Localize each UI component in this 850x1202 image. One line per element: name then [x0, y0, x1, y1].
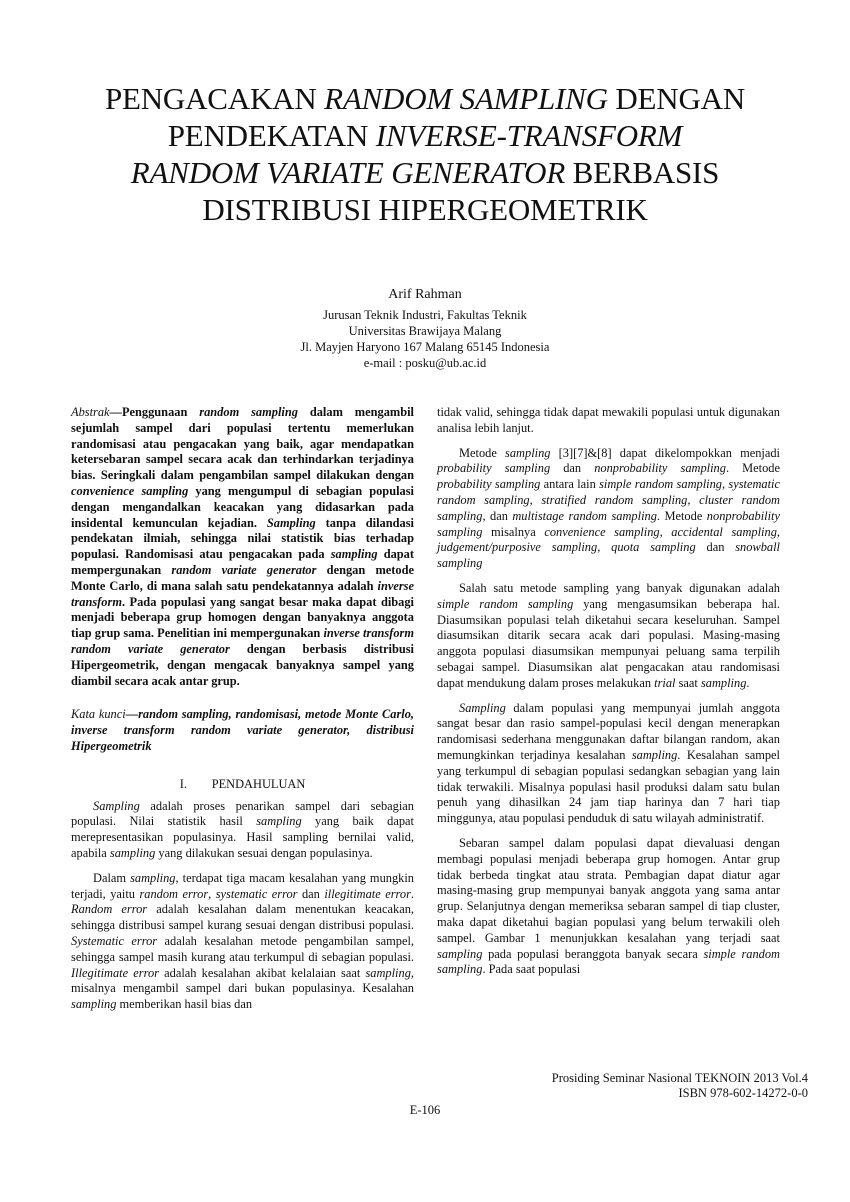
paragraph	[437, 446, 780, 572]
title-part: PENGACAKAN	[104, 81, 325, 116]
paragraph	[437, 701, 780, 827]
para-text: nonprobability sampling	[594, 461, 726, 476]
left-column	[71, 405, 414, 1022]
paragraph	[71, 799, 414, 862]
para-text: . Kesalahan sampel yang terkumpul di sebagian populasi sedangkan sebagian yang lain tidak terwakili. Misalnya populasi hasil produksi dalam satu bulan penuh yang dihasilkan 24 jam tiap harinya dan 7 hari tiap minggunya, atau populasi penduduk di satu wilayah administratif.	[437, 747, 780, 826]
para-text: , terdapat tiga macam kesalahan yang mungkin terjadi, yaitu	[71, 870, 414, 901]
para-text: memberikan hasil bias dan	[116, 997, 253, 1012]
paragraph	[437, 836, 780, 978]
author-affiliation	[0, 307, 850, 371]
abstract	[71, 405, 414, 689]
para-text: , dan	[482, 508, 513, 523]
para-text: sampling	[505, 445, 551, 460]
para-text: probability sampling	[437, 477, 541, 492]
abstract-text: yang mengumpul di sebagian populasi dengan mengandalkan keacakan yang didasarkan pada insidental kemunculan kejadian.	[71, 483, 414, 530]
title-part: DISTRIBUSI HIPERGEOMETRIK	[202, 192, 648, 227]
abstract-text: inverse transform	[71, 578, 414, 609]
para-text: sampling	[437, 946, 483, 961]
isbn: ISBN 978-602-14272-0-0	[678, 1086, 808, 1100]
abstract-text: Sampling	[266, 515, 316, 530]
para-text: dan	[695, 540, 736, 555]
para-text: convenience sampling, accidental sampling, judgement/purposive sampling, quota sampling	[437, 524, 780, 555]
para-text: multistage random sampling	[512, 508, 657, 523]
para-text: illegitimate error	[324, 886, 411, 901]
para-text: dan	[297, 886, 325, 901]
para-text: Random error	[71, 902, 148, 917]
affiliation-dept: Jurusan Teknik Industri, Fakultas Teknik	[323, 308, 527, 322]
para-text: sampling	[109, 845, 156, 860]
title-part: RANDOM SAMPLING	[324, 81, 608, 116]
abstract-text: sampling	[330, 547, 378, 562]
para-text: [3][7]&[8] dapat dikelompokkan menjadi	[550, 445, 780, 460]
paragraph: tidak valid, sehingga tidak dapat mewakili populasi untuk digunakan analisa lebih lanjut.	[437, 405, 780, 435]
page-number: E-106	[409, 1103, 441, 1117]
abstract-text: random variate generator	[171, 562, 317, 577]
para-text: adalah kesalahan akibat kelalaian saat	[159, 965, 366, 980]
para-text: systematic error	[215, 886, 298, 901]
author-email: e-mail : posku@ub.ac.id	[363, 356, 487, 370]
para-text: simple random sampling	[437, 596, 574, 611]
para-text: sampling	[365, 965, 411, 980]
para-text: Sebaran sampel dalam populasi dapat dievaluasi dengan membagi populasi menjadi beberapa grup homogen. Antar grup tidak berbeda tingkat atau strata. Pembagian dapat diatur agar masing-masing grup mempunyai banyak anggota yang sama antar grup. Selanjutnya dengan memeriksa sebaran sampel di tiap cluster, maka dapat diketahui bagian populasi yang belum terwakili oleh sampel. Gambar 1 menunjukkan kesalahan yang terjadi saat	[437, 835, 780, 945]
para-text: , misalnya mengambil sampel dari bukan populasinya. Kesalahan	[71, 965, 414, 996]
para-text: adalah proses penarikan sampel dari sebagian populasi. Nilai statistik hasil	[71, 798, 414, 829]
abstract-text: inverse transform random variate generator	[71, 626, 415, 656]
affiliation-university: Universitas Brawijaya Malang	[348, 324, 502, 338]
para-text: Metode	[459, 445, 506, 460]
para-text: sampling	[700, 675, 747, 690]
affiliation-address: Jl. Mayjen Haryono 167 Malang 65145 Indonesia	[300, 340, 550, 354]
para-text: .	[746, 675, 750, 690]
para-text: snowball sampling	[437, 540, 780, 571]
para-text: . Metode	[725, 461, 780, 476]
para-text: .	[410, 886, 415, 901]
abstract-text: convenience sampling	[71, 483, 189, 498]
para-text: nonprobability sampling	[437, 508, 780, 539]
paragraph	[437, 581, 780, 692]
para-text: yang dilakukan sesuai dengan populasinya.	[155, 845, 373, 860]
abstract-text: . Pada populasi yang sangat besar maka dapat dibagi menjadi beberapa grup homogen dengan banyaknya anggota tiap grup sama. Penelitian ini mempergunakan	[71, 594, 414, 641]
title-part: RANDOM VARIATE GENERATOR	[130, 155, 566, 190]
section-heading: I. PENDAHULUAN	[179, 776, 306, 791]
proceedings-footer	[552, 1071, 808, 1101]
abstract-text: dengan berbasis distribusi Hipergeometrik, dengan mengacak banyaknya sampel yang diambil secara acak antar grup.	[71, 641, 414, 688]
para-text: yang mengasumsikan beberapa hal. Diasumsikan populasi telah diketahui secara keseluruhan. Sampel diasumsikan ditarik secara acak dari populasi. Masing-masing anggota populasi diasumsikan mempunyai peluang sama terpilih sebagai sampel. Diasumsikan alat pengacakan atau randomisasi dapat mendukung dalam proses melakukan	[437, 596, 780, 690]
abstract-text: dalam mengambil sejumlah sampel dari populasi tertentu memerlukan randomisasi atau pengacakan yang baik, agar mendapatkan ketersebaran sampel secara acak dan terhindarkan terjadinya bias. Seringkali dalam pengambilan sampel dilakukan dengan	[71, 405, 414, 483]
author-name: Arif Rahman	[388, 287, 462, 302]
title-part: INVERSE-TRANSFORM	[375, 118, 683, 153]
para-text: simple random sampling	[437, 946, 780, 977]
keywords-lead: Kata kunci	[71, 707, 126, 722]
title-part: PENDEKATAN	[167, 118, 376, 153]
para-text: antara lain	[540, 477, 600, 492]
abstract-lead: Abstrak	[71, 405, 110, 419]
keywords-text: —random sampling, randomisasi, metode Monte Carlo, inverse transform random variate generator, distribusi Hipergeometrik	[71, 707, 414, 753]
para-text: dalam populasi yang mempunyai jumlah anggota sangat besar dan rasio sampel-populasi kecil dengan menerapkan randomisasi sederhana menggunakan daftar bilangan random, akan memungkinkan terjadinya kesalahan	[437, 700, 780, 762]
abstract-text: dengan metode Monte Carlo, di mana salah satu pendekatannya adalah	[71, 562, 414, 593]
para-text: Salah satu metode sampling yang banyak digunakan adalah	[459, 580, 780, 595]
para-text: trial	[654, 675, 676, 690]
para-text: . Pada saat populasi	[482, 962, 581, 977]
keywords	[71, 707, 414, 754]
proceedings-name: Prosiding Seminar Nasional TEKNOIN 2013 Vol.4	[551, 1071, 808, 1085]
para-text: Sampling	[93, 798, 140, 813]
para-text: sampling	[631, 747, 678, 762]
para-text: pada populasi beranggota banyak secara	[482, 946, 704, 961]
title-part: DENGAN	[607, 81, 746, 116]
para-text: . Metode	[656, 508, 707, 523]
para-text: saat	[675, 675, 701, 690]
para-text: adalah kesalahan dalam menentukan keacakan, sehingga distribusi sampel kurang sesuai dengan distribusi populasi.	[71, 902, 414, 933]
para-text: Sampling	[459, 700, 506, 715]
para-text: random error	[139, 886, 209, 901]
abstract-text: dapat mempergunakan	[71, 547, 414, 577]
abstract-text: —Penggunaan	[109, 405, 200, 419]
para-text: yang baik dapat merepresentasikan populasinya. Hasil sampling bernilai valid, apabila	[71, 814, 414, 860]
title-part: BERBASIS	[565, 155, 720, 190]
para-text: misalnya	[482, 524, 545, 539]
para-text: Dalam	[93, 870, 131, 885]
para-text: sampling	[256, 814, 302, 829]
para-text: adalah kesalahan metode pengambilan sampel, sehingga sampel masih kurang atau terkumpul di sebagian populasi.	[71, 933, 414, 964]
para-text: probability sampling	[437, 461, 551, 476]
para-text: sampling	[130, 870, 176, 885]
abstract-text: random sampling	[199, 405, 298, 419]
right-column	[437, 405, 780, 987]
abstract-text: tanpa dilandasi pendekatan ilmiah, sehingga nilai statistik bias terhadap populasi. Randomisasi atau pengacakan pada	[71, 515, 414, 562]
para-text: simple random sampling, systematic random sampling, stratified random sampling, cluster random sampling	[437, 477, 780, 523]
para-text: ,	[208, 886, 216, 901]
para-text: Illegitimate error	[71, 965, 159, 980]
para-text: dan	[550, 461, 595, 476]
paragraph	[71, 871, 414, 1013]
para-text: Systematic error	[71, 933, 158, 948]
para-text: sampling	[71, 997, 117, 1012]
paper-title	[60, 80, 790, 228]
